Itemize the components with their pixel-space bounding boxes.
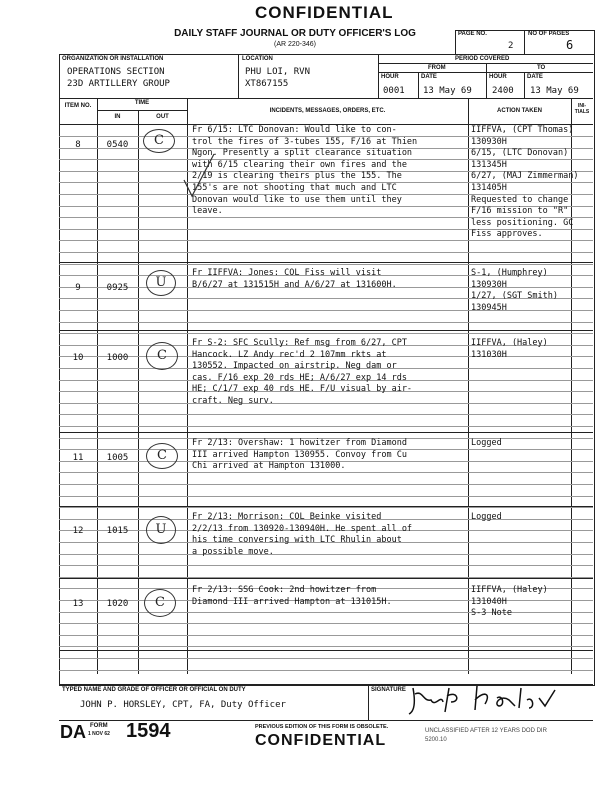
- entry-time-in: 0925: [106, 283, 129, 293]
- entry-action: S-1, (Humphrey) 130930H 1/27, (SGT Smith) 130945H: [471, 268, 558, 313]
- from-date-value: 13 May 69: [423, 86, 472, 96]
- classification-mark: C: [143, 129, 175, 153]
- form-label: FORM: [90, 723, 108, 729]
- entry-text: Fr IIFFVA: Jones: COL Fiss will visit B/6/27 at 131515H and A/6/27 at 131600H.: [192, 268, 397, 290]
- typed-name-value: JOHN P. HORSLEY, CPT, FA, Duty Officer: [80, 700, 286, 710]
- to-date-label: DATE: [527, 74, 543, 80]
- from-hour-value: 0001: [383, 86, 405, 96]
- confidential-stamp-bottom: CONFIDENTIAL: [255, 732, 387, 749]
- ruled-line: [59, 496, 593, 497]
- ruled-line: [59, 623, 593, 624]
- location-line1: PHU LOI, RVN: [245, 67, 311, 77]
- ruled-line: [59, 646, 593, 647]
- location-line2: XT867155: [245, 79, 289, 89]
- form-date: 1 NOV 62: [88, 731, 110, 737]
- from-hour-label: HOUR: [381, 74, 399, 80]
- entry-text: Fr 2/13: SSG Cook: 2nd howitzer from Diamond III arrived Hampton at 131015H.: [192, 585, 392, 607]
- ruled-line: [59, 670, 593, 671]
- unclassified-stamp: UNCLASSIFIED AFTER 12 YEARS DOD DIR 5200.10: [425, 728, 547, 743]
- classification-mark: U: [146, 270, 176, 296]
- period-from-label: FROM: [428, 65, 446, 71]
- ruled-line: [59, 414, 593, 415]
- entry-item-no: 11: [72, 453, 84, 463]
- page-no-label: PAGE NO.: [458, 31, 487, 37]
- to-hour-label: HOUR: [489, 74, 507, 80]
- col-initials: INI-TIALS: [574, 103, 590, 115]
- ruled-line: [59, 484, 593, 485]
- ruled-line: [59, 333, 593, 334]
- period-to-label: TO: [537, 65, 546, 71]
- entry-text: Fr 2/13: Overshaw: 1 howitzer from Diamond III arrived Hampton 130955. Convoy from Cu Chi arrived at Hampton 131000.: [192, 438, 407, 472]
- previous-edition-note: PREVIOUS EDITION OF THIS FORM IS OBSOLETE.: [255, 724, 389, 730]
- entry-text: Fr 2/13: Morrison: COL Beinke visited 2/2/13 from 130920-130940H. He spent all of his time conversing with LTC Rhulin about a possible move.: [192, 512, 413, 557]
- organization-line1: OPERATIONS SECTION: [67, 67, 165, 77]
- ruled-line: [59, 426, 593, 427]
- entry-separator: [59, 330, 593, 331]
- location-label: LOCATION: [242, 56, 273, 62]
- ruled-line: [59, 252, 593, 253]
- ruled-line: [59, 264, 593, 265]
- confidential-stamp-top: CONFIDENTIAL: [255, 3, 394, 22]
- check-mark-icon: [180, 150, 220, 210]
- col-time: TIME: [134, 100, 150, 106]
- ruled-line: [59, 658, 593, 659]
- classification-mark: C: [146, 443, 178, 469]
- entry-action: IIFFVA, (CPT Thomas) 130930H 6/15, (LTC Donovan) 131345H 6/27, (MAJ Zimmerman) 131405H Requested to change F/16 mission to "R" less positioning. GC Fiss approves.: [471, 125, 579, 240]
- entry-action: Logged: [471, 512, 502, 522]
- form-title: DAILY STAFF JOURNAL OR DUTY OFFICER'S LOG: [174, 28, 416, 39]
- entry-action: IIFFVA, (Haley) 131030H: [471, 338, 548, 360]
- entry-time-in: 1020: [106, 599, 129, 609]
- entry-item-no: 13: [72, 599, 84, 609]
- entry-item-no: 12: [72, 526, 84, 536]
- classification-mark: U: [146, 516, 176, 544]
- classification-mark: C: [146, 342, 178, 370]
- entry-item-no: 10: [72, 353, 84, 363]
- col-incidents: INCIDENTS, MESSAGES, ORDERS, ETC.: [269, 108, 386, 114]
- entry-text: Fr 6/15: LTC Donovan: Would like to con- trol the fires of 3-tubes 155, F/16 at Thien Ngon. Presently a split clearance situation with 6/15 clearing their own fires and the 2/19 is clearing theirs plus the 155. The 155's are not shooting that much and LTC Donovan would like to use them until they leave.: [192, 125, 418, 217]
- entry-item-no: 8: [75, 140, 81, 150]
- from-date-label: DATE: [421, 74, 437, 80]
- signature-label: SIGNATURE: [371, 687, 406, 693]
- entry-time-in: 1005: [106, 453, 129, 463]
- entry-item-no: 9: [75, 283, 81, 293]
- organization-line2: 23D ARTILLERY GROUP: [67, 79, 170, 89]
- period-label: PERIOD COVERED: [455, 56, 510, 62]
- entry-separator: [59, 262, 593, 263]
- no-of-pages-value: 6: [566, 38, 574, 52]
- col-action: ACTION TAKEN: [497, 108, 542, 114]
- organization-label: ORGANIZATION OR INSTALLATION: [62, 56, 164, 62]
- page-no-value: 2: [508, 41, 514, 51]
- col-time-in: IN: [114, 114, 121, 120]
- to-date-value: 13 May 69: [530, 86, 579, 96]
- form-prefix: DA: [60, 722, 86, 742]
- entry-time-in: 1000: [106, 353, 129, 363]
- entry-action: Logged: [471, 438, 502, 448]
- entry-separator: [59, 506, 593, 507]
- entry-separator: [59, 432, 593, 433]
- col-time-out: OUT: [156, 114, 169, 120]
- entry-separator: [59, 578, 593, 579]
- entry-text: Fr S-2: SFC Scully: Ref msg from 6/27, CPT Hancock. LZ Andy rec'd 2 107mm rkts at 130552. Impacted on airstrip. Neg dam or cas. F/16 exp 20 rds HE; A/6/27 exp 14 rds HE; C/1/7 exp 40 rds HE. F/U visual by air- craft. Neg surv.: [192, 338, 413, 406]
- form-regulation: (AR 220-346): [273, 41, 317, 48]
- entry-action: IIFFVA, (Haley) 131040H S-3 Note: [471, 585, 548, 619]
- signature-image: [405, 680, 590, 720]
- entry-time-in: 1015: [106, 526, 129, 536]
- ruled-line: [59, 565, 593, 566]
- ruled-line: [59, 322, 593, 323]
- no-of-pages-label: NO OF PAGES: [528, 31, 570, 37]
- ruled-line: [59, 507, 593, 508]
- col-item-no: ITEM NO.: [64, 103, 92, 109]
- to-hour-value: 2400: [492, 86, 514, 96]
- form-number: 1594: [126, 720, 171, 742]
- classification-mark: C: [144, 589, 176, 617]
- ruled-line: [59, 635, 593, 636]
- typed-name-label: TYPED NAME AND GRADE OF OFFICER OR OFFICIAL ON DUTY: [62, 687, 246, 693]
- entry-time-in: 0540: [106, 140, 129, 150]
- entry-separator: [59, 650, 593, 651]
